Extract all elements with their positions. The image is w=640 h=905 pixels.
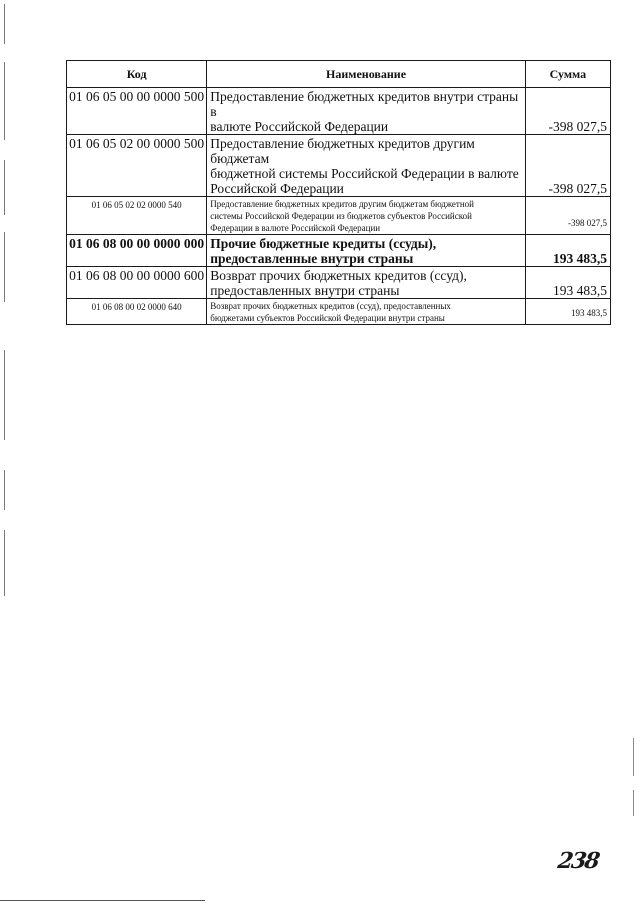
row-name-line: предоставленные внутри страны [210,251,414,266]
row-name [207,267,526,299]
row-code: 01 06 05 02 02 0000 540 [67,197,207,235]
row-name-line: бюджетной системы Российской Федерации в валюте [210,166,519,181]
table-row [67,235,611,267]
row-code: 01 06 05 02 00 0000 500 [67,135,207,197]
table-row [67,88,611,135]
table-header-row [67,61,611,88]
row-sum: -398 027,5 [525,197,610,235]
row-code: 01 06 08 00 00 0000 000 [67,235,207,267]
header-name: Наименование [207,61,526,88]
row-sum: 193 483,5 [525,299,610,325]
row-code: 01 06 08 00 02 0000 640 [67,299,207,325]
scan-edge-left [4,0,7,905]
row-name-line: Предоставление бюджетных кредитов другим бюджетам [210,136,475,166]
row-code: 01 06 05 00 00 0000 500 [67,88,207,135]
table-row [67,299,611,325]
scan-edge-right [633,0,636,905]
row-name [207,299,526,325]
row-name [207,197,526,235]
row-sum: -398 027,5 [525,88,610,135]
row-name-line: Российской Федерации [210,181,344,196]
row-sum: 193 483,5 [525,267,610,299]
footer-rule [0,900,205,901]
header-sum: Сумма [525,61,610,88]
header-code: Код [67,61,207,88]
row-name-line: Федерации в валюте Российской Федерации [210,223,381,233]
table-row [67,267,611,299]
row-name [207,135,526,197]
row-name-line: системы Российской Федерации из бюджетов субъектов Российской [210,211,472,221]
row-name-line: Предоставление бюджетных кредитов другим бюджетам бюджетной [210,199,474,209]
row-sum: -398 027,5 [525,135,610,197]
budget-sources-table [66,60,611,325]
row-sum: 193 483,5 [525,235,610,267]
page-number: 238 [556,848,600,874]
table-row [67,197,611,235]
row-name-line: предоставленных внутри страны [210,283,400,298]
row-name [207,235,526,267]
row-name-line: Возврат прочих бюджетных кредитов (ссуд), предоставленных [210,301,451,311]
row-name [207,88,526,135]
row-code: 01 06 08 00 00 0000 600 [67,267,207,299]
row-name-line: валюте Российской Федерации [210,119,389,134]
row-name-line: бюджетами субъектов Российской Федерации внутри страны [210,313,445,323]
table-row [67,135,611,197]
row-name-line: Предоставление бюджетных кредитов внутри страны в [210,89,519,119]
row-name-line: Прочие бюджетные кредиты (ссуды), [210,236,437,251]
row-name-line: Возврат прочих бюджетных кредитов (ссуд), [210,268,467,283]
